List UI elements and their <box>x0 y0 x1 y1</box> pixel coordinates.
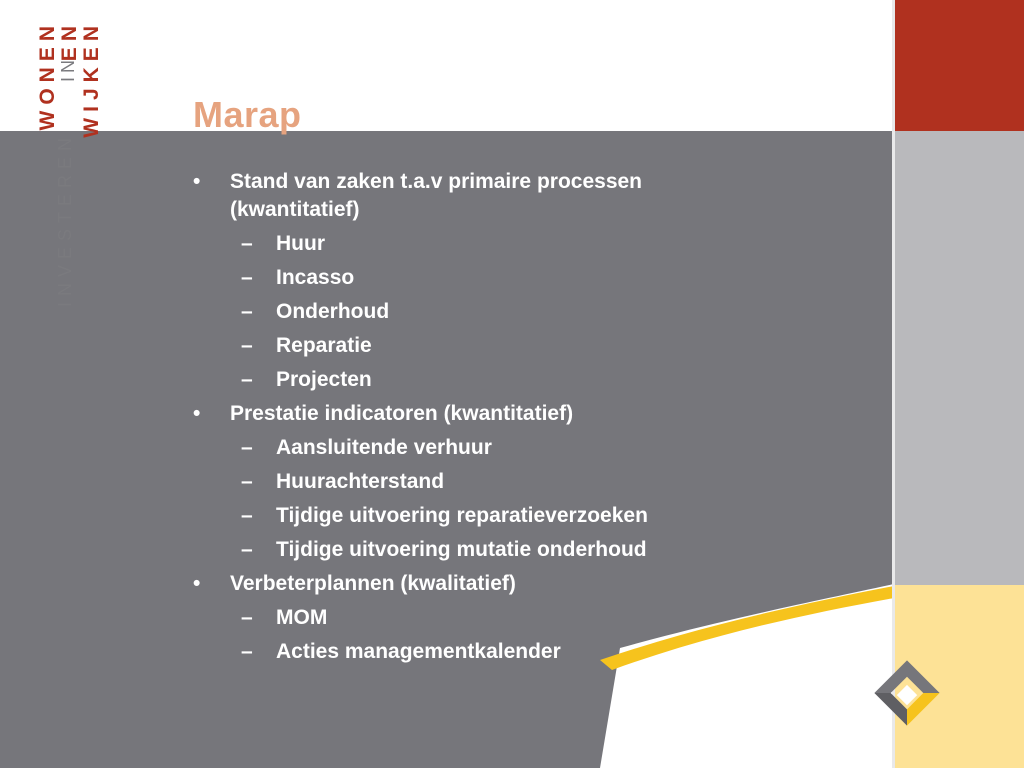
sub-bullet-item <box>193 468 753 496</box>
bullet-text: Verbeterplannen (kwalitatief) <box>230 572 516 595</box>
sub-bullet-text: Projecten <box>276 368 372 391</box>
sub-bullet-item <box>193 502 753 530</box>
sub-bullet-item <box>193 604 753 632</box>
sub-bullet-text: MOM <box>276 606 328 629</box>
sub-bullet-marker: – <box>241 470 253 493</box>
bullet-text: Prestatie indicatoren (kwantitatief) <box>230 402 574 425</box>
sub-bullet-marker: – <box>241 300 253 323</box>
bullet-marker: • <box>193 402 201 425</box>
logo-text-wonen: WONEN <box>36 20 59 131</box>
slide-title: Marap <box>193 94 302 135</box>
bullet-item <box>193 168 753 224</box>
bullet-item <box>193 570 753 598</box>
sub-bullet-marker: – <box>241 436 253 459</box>
bullet-item <box>193 400 753 428</box>
sub-bullet-text: Huurachterstand <box>276 470 445 493</box>
logo-text-in: IN <box>58 56 78 82</box>
sub-bullet-marker: – <box>241 368 253 391</box>
sub-bullet-text: Reparatie <box>276 334 372 357</box>
sub-bullet-item <box>193 536 753 564</box>
sub-bullet-item <box>193 638 753 666</box>
sub-bullet-marker: – <box>241 606 253 629</box>
accent-block-gray <box>894 131 1024 585</box>
bullet-list <box>193 162 753 666</box>
sub-bullet-text: Aansluitende verhuur <box>276 436 492 459</box>
sub-bullet-marker: – <box>241 640 253 663</box>
sub-bullet-marker: – <box>241 538 253 561</box>
sub-bullet-marker: – <box>241 334 253 357</box>
sub-bullet-text: Onderhoud <box>276 300 390 323</box>
logo-text-wijken: WIJKEN <box>80 20 103 138</box>
sub-bullet-text: Tijdige uitvoering mutatie onderhoud <box>276 538 647 561</box>
sub-bullet-text: Huur <box>276 232 325 255</box>
sub-bullet-item <box>193 230 753 258</box>
sub-bullet-item <box>193 366 753 394</box>
sub-bullet-item <box>193 264 753 292</box>
bullet-marker: • <box>193 170 201 193</box>
sub-bullet-item <box>193 298 753 326</box>
logo-text-en: EN <box>58 20 81 62</box>
corporate-emblem-icon <box>856 640 958 742</box>
accent-block-red <box>894 0 1024 131</box>
sub-bullet-marker: – <box>241 232 253 255</box>
sub-bullet-marker: – <box>241 504 253 527</box>
sub-bullet-marker: – <box>241 266 253 289</box>
sub-bullet-item <box>193 332 753 360</box>
bullet-text: Stand van zaken t.a.v primaire processen (kwantitatief) <box>230 170 643 221</box>
logo-text-investeren: INVESTEREN <box>55 132 75 308</box>
bullet-marker: • <box>193 572 201 595</box>
sub-bullet-text: Tijdige uitvoering reparatieverzoeken <box>276 504 648 527</box>
sub-bullet-text: Acties managementkalender <box>276 640 561 663</box>
sub-bullet-item <box>193 434 753 462</box>
sub-bullet-text: Incasso <box>276 266 355 289</box>
